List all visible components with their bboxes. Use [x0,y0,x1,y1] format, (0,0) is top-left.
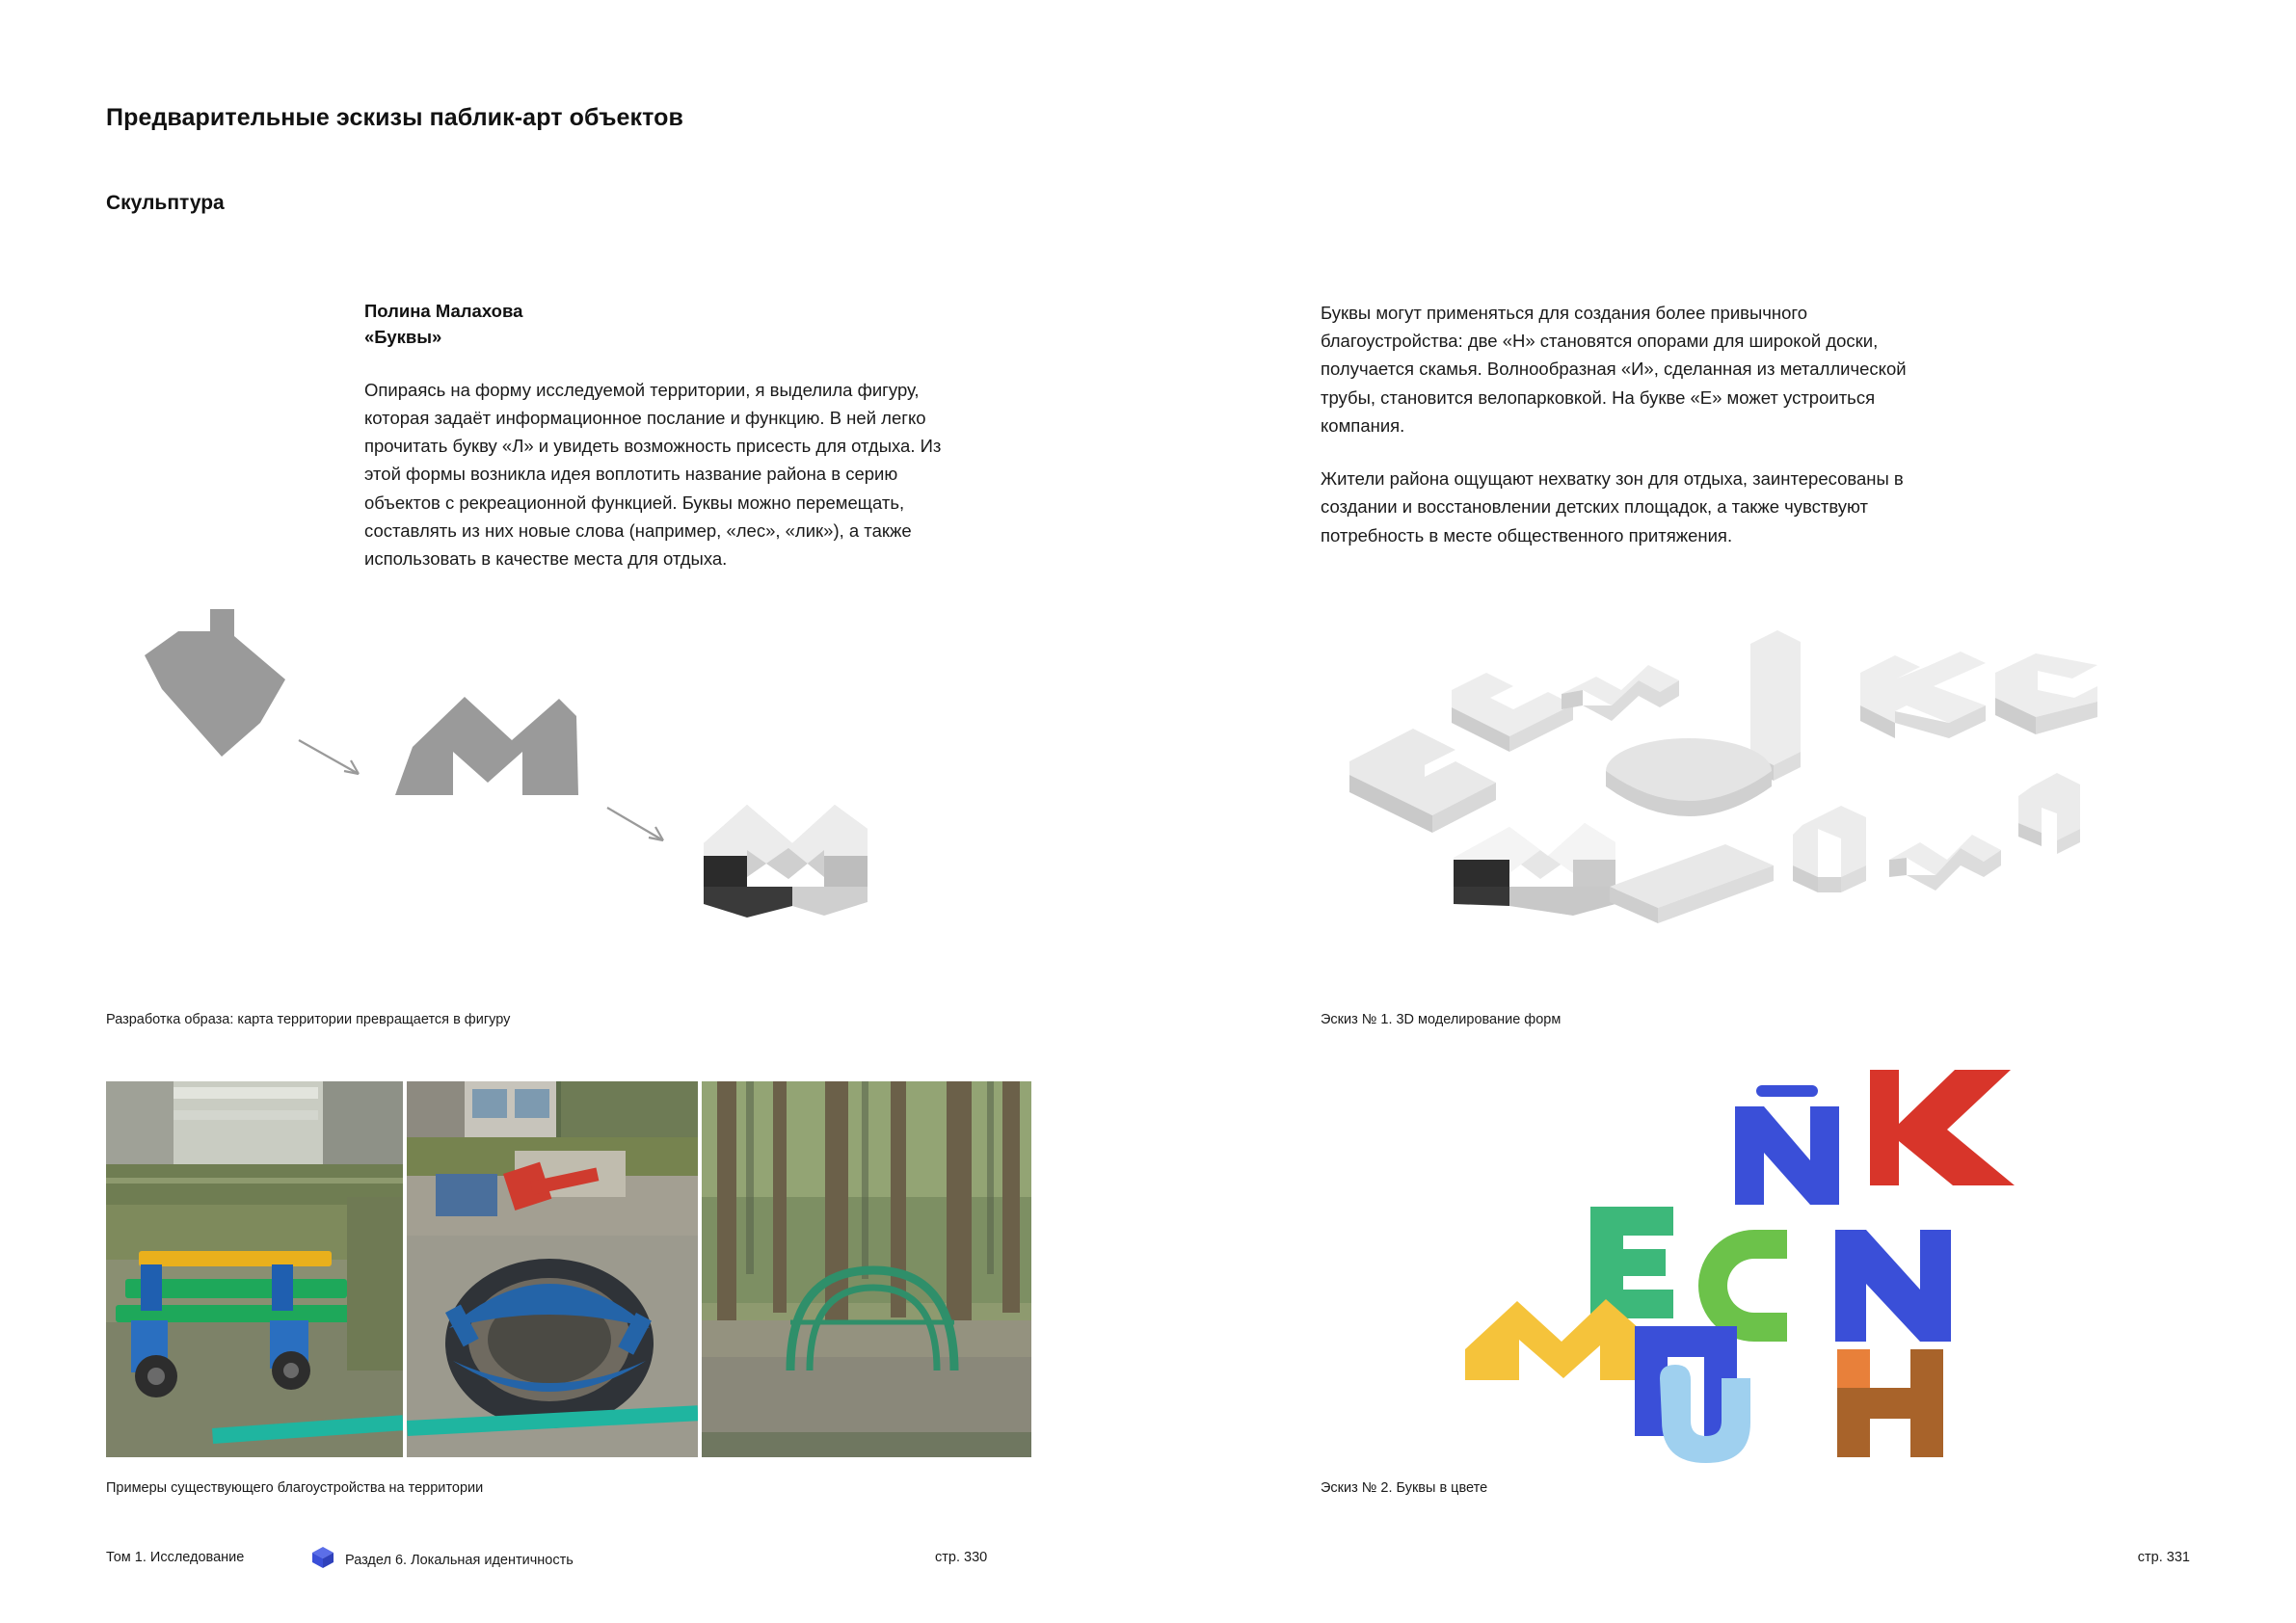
arrow-2 [607,808,663,840]
shape-transformation-svg [106,598,1002,983]
photo-arch [702,1081,1031,1457]
letter-k-3d [1860,652,1986,738]
letter-n-3d [2018,773,2080,854]
photo-tire-svg [407,1081,698,1457]
arrow-1 [299,740,359,774]
right-paragraph-1: Буквы могут применяться для создания более привычного благоустройства: две «Н» становятся опорами для широкой доски, получается скамья. Волнообразная «И», сделанная из металлической трубы, становится велопарковкой. На букве «Е» может устроиться компания. [1321,303,1907,436]
right-paragraph-2: Жители района ощущают нехватку зон для отдыха, заинтересованы в создании и восстановлении детских площадок, а также чувствуют потребность в месте общественного притяжения. [1321,468,1904,545]
photo-bench [106,1081,403,1457]
letter-i-short-blue [1735,1085,1839,1205]
letter-i-wave-3d [1562,665,1679,721]
caption-right-1: Эскиз № 1. 3D моделирование форм [1321,1012,1562,1027]
footer-volume: Том 1. Исследование [106,1550,245,1565]
caption-left-1: Разработка образа: карта территории превращается в фигуру [106,1012,511,1027]
letter-bowl-3d [1606,738,1772,816]
author-work-title: «Буквы» [364,326,442,347]
right-text-column [1321,299,1937,549]
figure-colored-letters [1446,1060,2121,1465]
letter-i-wave-lower-3d [1889,835,2001,891]
caption-right-2: Эскиз № 2. Буквы в цвете [1321,1480,1488,1496]
page-subtitle: Скульптура [106,192,225,214]
letter-e-3d [1349,729,1496,833]
caption-left-2: Примеры существующего благоустройства на территории [106,1480,484,1496]
letter-s-lightgreen [1698,1230,1787,1342]
letter-l-foreground-3d [1454,823,1615,916]
footer-page-left: стр. 330 [935,1550,988,1565]
letter-bar-3d [1610,844,1774,923]
figure-existing-improvements-photos [106,1081,1031,1457]
territory-map-shape [145,609,285,757]
footer-section [310,1545,574,1575]
author-block [364,299,967,351]
left-paragraph-1: Опираясь на форму исследуемой территории, я выделила фигуру, которая задаёт информационное послание и функцию. В ней легко прочитать букву «Л» и увидеть возможность присесть для отдыха. Из этой формы возникла идея воплотить название района в серию объектов с рекреационной функцией. Буквы можно перемещать, составлять из них новые слова (например, «лес», «лик»), а также использовать в качестве места для отдыха. [364,379,942,569]
photo-arch-svg [702,1081,1031,1457]
letter-p-3d [1793,806,1866,892]
photo-bench-svg [106,1081,403,1457]
letter-e-green [1590,1207,1673,1318]
letter-i-blue-right [1835,1230,1951,1342]
letter-l-yellow [1465,1299,1639,1380]
extruded-3d-letter-shape [704,805,868,918]
letter-tsi-3d [1452,673,1573,752]
figure-3d-letters-sketch [1321,598,2193,983]
figure-shape-transformation [106,598,1002,983]
letter-k-red [1870,1070,2015,1185]
letters-3d-svg [1321,598,2193,983]
footer-section-label: Раздел 6. Локальная идентичность [345,1552,574,1568]
colored-letters-svg [1446,1060,2121,1465]
simplified-letter-shape [395,697,578,795]
cube-icon [310,1545,335,1575]
author-name: Полина Малахова [364,301,523,321]
left-text-column [364,299,967,572]
letter-s-3d [1995,653,2097,734]
page-title: Предварительные эскизы паблик-арт объектов [106,104,683,131]
page-footer [0,1550,2296,1588]
footer-page-right: стр. 331 [2137,1550,2190,1565]
photo-tire [407,1081,698,1457]
